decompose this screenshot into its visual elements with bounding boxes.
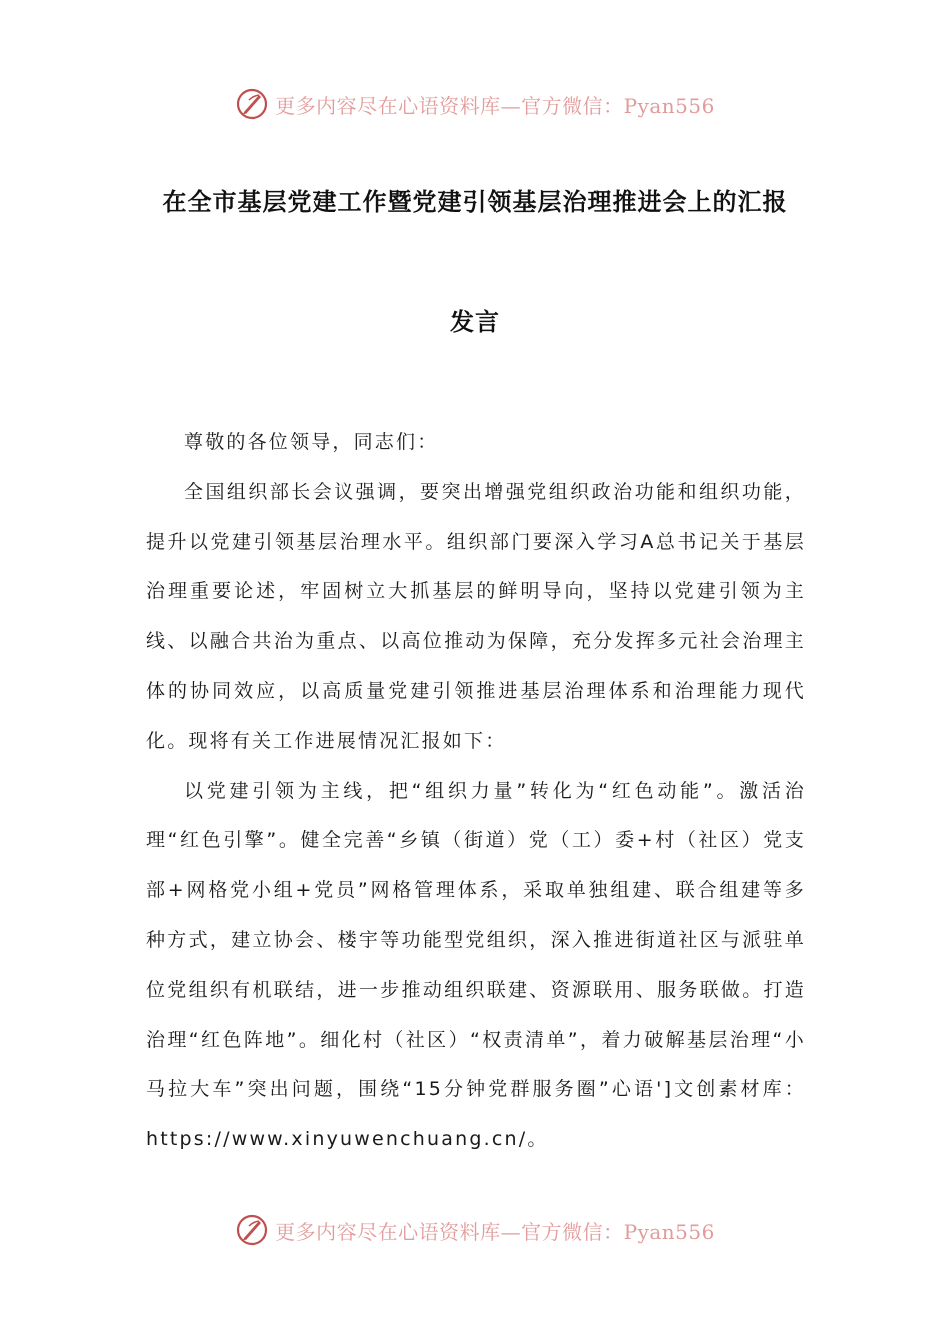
document-title-line2: 发言 [450,308,500,336]
salutation: 尊敬的各位领导，同志们： [184,431,439,453]
footer-watermark-text: 更多内容尽在心语资料库—官方微信：Pyan556 [275,1219,715,1244]
body-paragraph-2: 以党建引领为主线，把“组织力量”转化为“红色动能”。激活治理“红色引擎”。健全完善“乡镇（街道）党（工）委+村（社区）党支部+网格党小组+党员”网格管理体系，采取单独组建、联合组建等多种方式，建立协会、楼宇等功能型党组织，深入推进街道社区与派驻单位党组织有机联结，进一步推动组织联建、资源联用、服务联做。打造治理“红色阵地”。细化村（社区）“权责清单”，着力破解基层治理“小马拉大车”突出问题，围绕“15分钟党群服务圈”心语']文创素材库：https://www.xinyuwenchuang.cn/。 [146,779,806,1151]
header-watermark-text: 更多内容尽在心语资料库—官方微信：Pyan556 [275,93,715,118]
quill-pen-logo-icon [235,87,269,121]
quill-pen-logo-icon [235,1213,269,1247]
header-watermark-inner [235,87,715,121]
document-title-line1: 在全市基层党建工作暨党建引领基层治理推进会上的汇报 [162,188,788,216]
document-body [146,418,806,1165]
body-paragraph-1: 全国组织部长会议强调，要突出增强党组织政治功能和组织功能，提升以党建引领基层治理水平。组织部门要深入学习A总书记关于基层治理重要论述，牢固树立大抓基层的鲜明导向，坚持以党建引领为主线、以融合共治为重点、以高位推动为保障，充分发挥多元社会治理主体的协同效应，以高质量党建引领推进基层治理体系和治理能力现代化。现将有关工作进展情况汇报如下： [146,480,806,752]
footer-watermark-inner [235,1213,715,1247]
footer-watermark-banner [0,1210,950,1250]
header-watermark-banner [0,84,950,124]
